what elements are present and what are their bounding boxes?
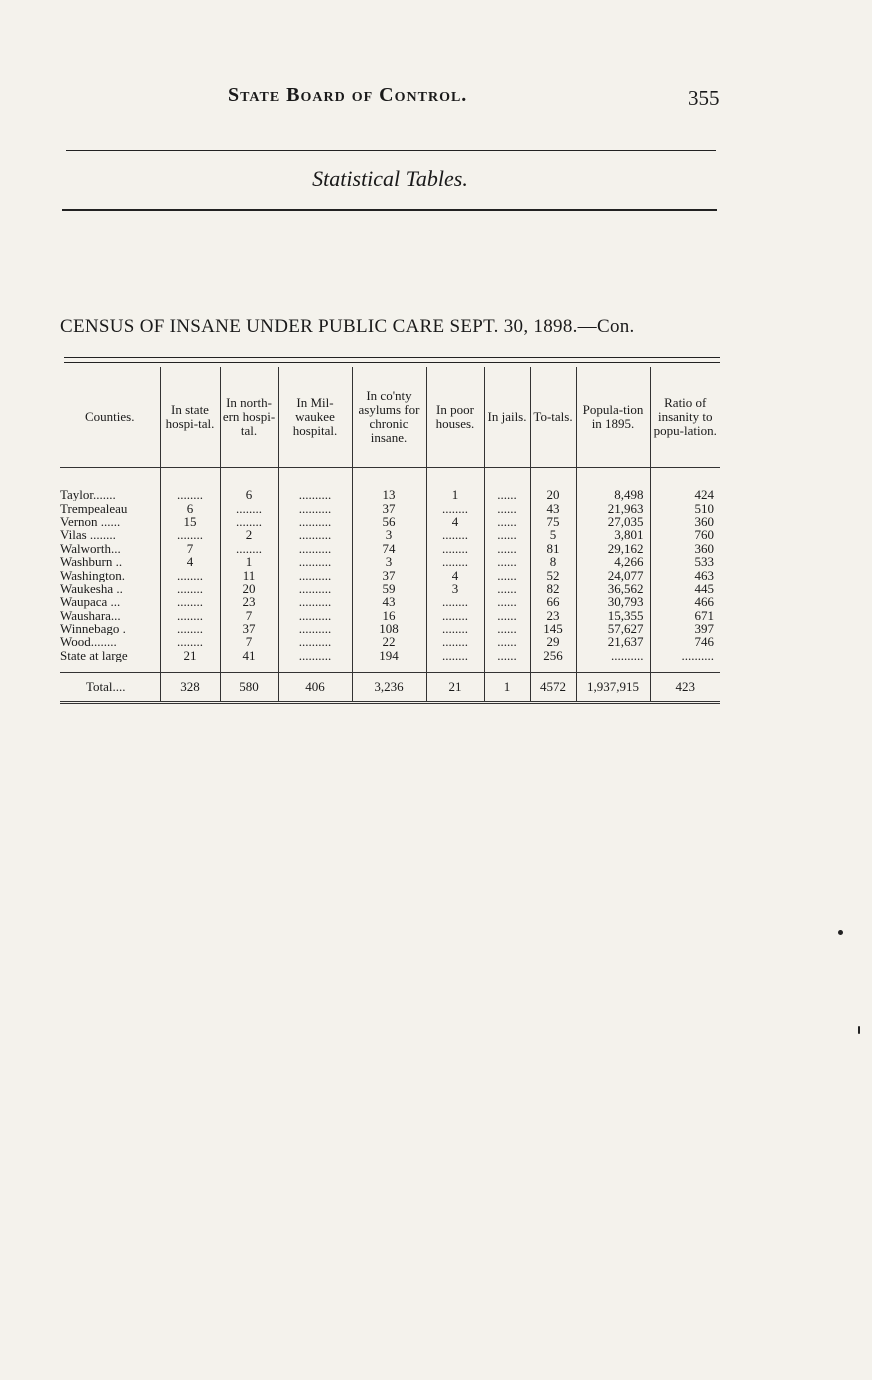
table-cell: ........ (160, 622, 220, 635)
table-cell: 360 (650, 515, 720, 528)
table-cell: ........ (426, 609, 484, 622)
table-cell: 746 (650, 635, 720, 648)
total-cell: 328 (160, 673, 220, 703)
total-cell: 3,236 (352, 673, 426, 703)
table-cell: 3,801 (576, 528, 650, 541)
table-cell: 7 (220, 635, 278, 648)
table-cell: 4,266 (576, 555, 650, 568)
county-name-cell: Waushara... (60, 608, 121, 622)
table-cell: 59 (352, 582, 426, 595)
table-cell: ...... (484, 528, 530, 541)
section-rule (62, 209, 717, 211)
table-row (60, 635, 720, 648)
table-cell: .......... (576, 649, 650, 662)
column-header: Counties. (60, 367, 160, 468)
table-cell: 360 (650, 542, 720, 555)
table-spacer-row (60, 662, 720, 673)
top-rule (66, 150, 716, 151)
table-cell: 8,498 (576, 468, 650, 502)
table-cell: ........ (426, 649, 484, 662)
table-cell: ...... (484, 501, 530, 514)
table-cell: 43 (352, 595, 426, 608)
county-name-cell: Taylor....... (60, 487, 116, 502)
table-cell: 6 (220, 468, 278, 502)
table-cell: 30,793 (576, 595, 650, 608)
table-cell: ...... (484, 622, 530, 635)
table-cell: ........ (426, 622, 484, 635)
table-cell: ........ (220, 542, 278, 555)
table-cell: 256 (530, 649, 576, 662)
table-cell: 81 (530, 542, 576, 555)
column-header: In jails. (484, 367, 530, 468)
table-cell: ...... (484, 555, 530, 568)
table-cell: 4 (426, 515, 484, 528)
table-cell: .......... (278, 555, 352, 568)
county-name-cell: Wood........ (60, 635, 117, 649)
table-top-rule-2 (64, 362, 720, 363)
table-cell: 7 (160, 542, 220, 555)
table-row (60, 582, 720, 595)
table-footer (60, 673, 720, 703)
table-cell: 37 (220, 622, 278, 635)
table-cell: .......... (278, 609, 352, 622)
table-cell: 7 (220, 609, 278, 622)
table-cell: ...... (484, 582, 530, 595)
column-header: In north-ern hospi-tal. (220, 367, 278, 468)
spacer-cell (484, 662, 530, 673)
table-cell: 23 (530, 609, 576, 622)
column-header: To-tals. (530, 367, 576, 468)
table-row (60, 622, 720, 635)
spacer-cell (576, 662, 650, 673)
table-cell: ........ (160, 595, 220, 608)
table-cell: 13 (352, 468, 426, 502)
table-cell: 29,162 (576, 542, 650, 555)
table-cell: 5 (530, 528, 576, 541)
county-name-cell: Vernon ...... (60, 514, 121, 529)
county-name-cell: Waukesha .. (60, 581, 123, 596)
table-cell: 29 (530, 635, 576, 648)
running-head: State Board of Control. (228, 84, 468, 106)
table-cell: 82 (530, 582, 576, 595)
table-cell: 1 (220, 555, 278, 568)
table-cell: .......... (278, 528, 352, 541)
table-cell: 108 (352, 622, 426, 635)
table-cell: 671 (650, 609, 720, 622)
table-row (60, 649, 720, 662)
table-cell: 445 (650, 582, 720, 595)
table-cell: 397 (650, 622, 720, 635)
county-name-cell: State at large (60, 648, 128, 663)
total-row (60, 673, 720, 703)
table-cell: 510 (650, 501, 720, 514)
table-cell: ...... (484, 635, 530, 648)
table-cell: ...... (484, 568, 530, 581)
column-header: In state hospi-tal. (160, 367, 220, 468)
table-cell: 56 (352, 515, 426, 528)
total-cell: Total.... (60, 673, 160, 703)
table-row (60, 501, 720, 514)
table-cell: 21 (160, 649, 220, 662)
table-cell: 533 (650, 555, 720, 568)
table-cell: ...... (484, 515, 530, 528)
table-cell: 8 (530, 555, 576, 568)
county-name-cell: Waupaca ... (60, 595, 121, 609)
table-cell: 66 (530, 595, 576, 608)
table-cell: 52 (530, 568, 576, 581)
spacer-cell (220, 662, 278, 673)
table-cell: 20 (530, 468, 576, 502)
table-body (60, 468, 720, 673)
table-cell: 24,077 (576, 568, 650, 581)
table-row (60, 568, 720, 581)
table-header (60, 367, 720, 468)
table-cell: 21,637 (576, 635, 650, 648)
table-cell: ........ (160, 609, 220, 622)
county-name-cell: Washington. (60, 568, 126, 582)
county-name-cell: Walworth... (60, 541, 121, 555)
spacer-cell (352, 662, 426, 673)
table-cell: 11 (220, 568, 278, 581)
table-cell: 466 (650, 595, 720, 608)
table-title: CENSUS OF INSANE UNDER PUBLIC CARE SEPT. 30, 1898.—Con. (60, 316, 635, 337)
table-cell: ........ (220, 501, 278, 514)
table-cell: 57,627 (576, 622, 650, 635)
table-cell: 75 (530, 515, 576, 528)
table-cell: 23 (220, 595, 278, 608)
county-name-cell: Trempealeau (60, 501, 128, 515)
spacer-cell (426, 662, 484, 673)
table-cell: 194 (352, 649, 426, 662)
table-cell: 37 (352, 501, 426, 514)
table-cell: 3 (426, 582, 484, 595)
total-cell: 580 (220, 673, 278, 703)
county-name-cell: Washburn .. (60, 554, 123, 569)
table-cell: 6 (160, 501, 220, 514)
table-cell: ...... (484, 649, 530, 662)
table-row (60, 595, 720, 608)
table-cell: ...... (484, 595, 530, 608)
table-row (60, 555, 720, 568)
section-title: Statistical Tables. (312, 166, 468, 191)
table-cell: 43 (530, 501, 576, 514)
table-cell: ........ (426, 595, 484, 608)
county-name-cell: Vilas ........ (60, 528, 116, 542)
table-cell: 145 (530, 622, 576, 635)
table-row (60, 515, 720, 528)
table-cell: 74 (352, 542, 426, 555)
table-cell: .......... (278, 515, 352, 528)
spacer-cell (530, 662, 576, 673)
table-cell: 1 (426, 468, 484, 502)
table-cell: 15,355 (576, 609, 650, 622)
table-top-rule (64, 357, 720, 358)
table-cell: .......... (278, 468, 352, 502)
column-header: Ratio of insanity to popu-lation. (650, 367, 720, 468)
table-cell: 15 (160, 515, 220, 528)
table-cell: ........ (220, 515, 278, 528)
total-cell: 21 (426, 673, 484, 703)
print-speck (838, 930, 843, 935)
table-cell: .......... (278, 582, 352, 595)
table-cell: ........ (160, 635, 220, 648)
table-cell: 3 (352, 528, 426, 541)
table-row (60, 609, 720, 622)
table-cell: 27,035 (576, 515, 650, 528)
table-cell: 760 (650, 528, 720, 541)
print-speck (858, 1026, 860, 1034)
table-cell: 463 (650, 568, 720, 581)
spacer-cell (160, 662, 220, 673)
table-cell: 21,963 (576, 501, 650, 514)
table-cell: ........ (426, 542, 484, 555)
spacer-cell (60, 662, 160, 673)
table-cell: 424 (650, 468, 720, 502)
table-cell: ........ (426, 501, 484, 514)
table-cell: .......... (278, 568, 352, 581)
table-cell: 36,562 (576, 582, 650, 595)
table-cell: ........ (426, 635, 484, 648)
total-cell: 1,937,915 (576, 673, 650, 703)
table-cell: 41 (220, 649, 278, 662)
table-cell: 2 (220, 528, 278, 541)
table-cell: 20 (220, 582, 278, 595)
table-cell: .......... (278, 542, 352, 555)
column-header: In poor houses. (426, 367, 484, 468)
total-cell: 423 (650, 673, 720, 703)
table-cell: 4 (160, 555, 220, 568)
table-cell: .......... (278, 635, 352, 648)
table-row (60, 542, 720, 555)
table-cell: 37 (352, 568, 426, 581)
table-cell: 22 (352, 635, 426, 648)
table-cell: 3 (352, 555, 426, 568)
spacer-cell (278, 662, 352, 673)
table-cell: .......... (278, 501, 352, 514)
table-cell: ........ (160, 568, 220, 581)
table-cell: ...... (484, 609, 530, 622)
table-cell: .......... (650, 649, 720, 662)
table-cell: ........ (160, 528, 220, 541)
total-cell: 4572 (530, 673, 576, 703)
total-cell: 1 (484, 673, 530, 703)
census-table (60, 367, 720, 704)
county-name-cell: Winnebago . (60, 621, 126, 636)
table-cell: ........ (426, 528, 484, 541)
column-header: In Mil-waukee hospital. (278, 367, 352, 468)
table-cell: ........ (160, 468, 220, 502)
table-cell: ........ (426, 555, 484, 568)
column-header: Popula-tion in 1895. (576, 367, 650, 468)
column-header: In co'nty asylums for chronic insane. (352, 367, 426, 468)
total-cell: 406 (278, 673, 352, 703)
table-row (60, 528, 720, 541)
table-cell: ...... (484, 468, 530, 502)
table-cell: 16 (352, 609, 426, 622)
table-cell: .......... (278, 595, 352, 608)
table-cell: 4 (426, 568, 484, 581)
page-number: 355 (688, 86, 720, 110)
table-cell: .......... (278, 649, 352, 662)
table-row (60, 468, 720, 502)
table-cell: ........ (160, 582, 220, 595)
table-cell: .......... (278, 622, 352, 635)
table-cell: ...... (484, 542, 530, 555)
spacer-cell (650, 662, 720, 673)
